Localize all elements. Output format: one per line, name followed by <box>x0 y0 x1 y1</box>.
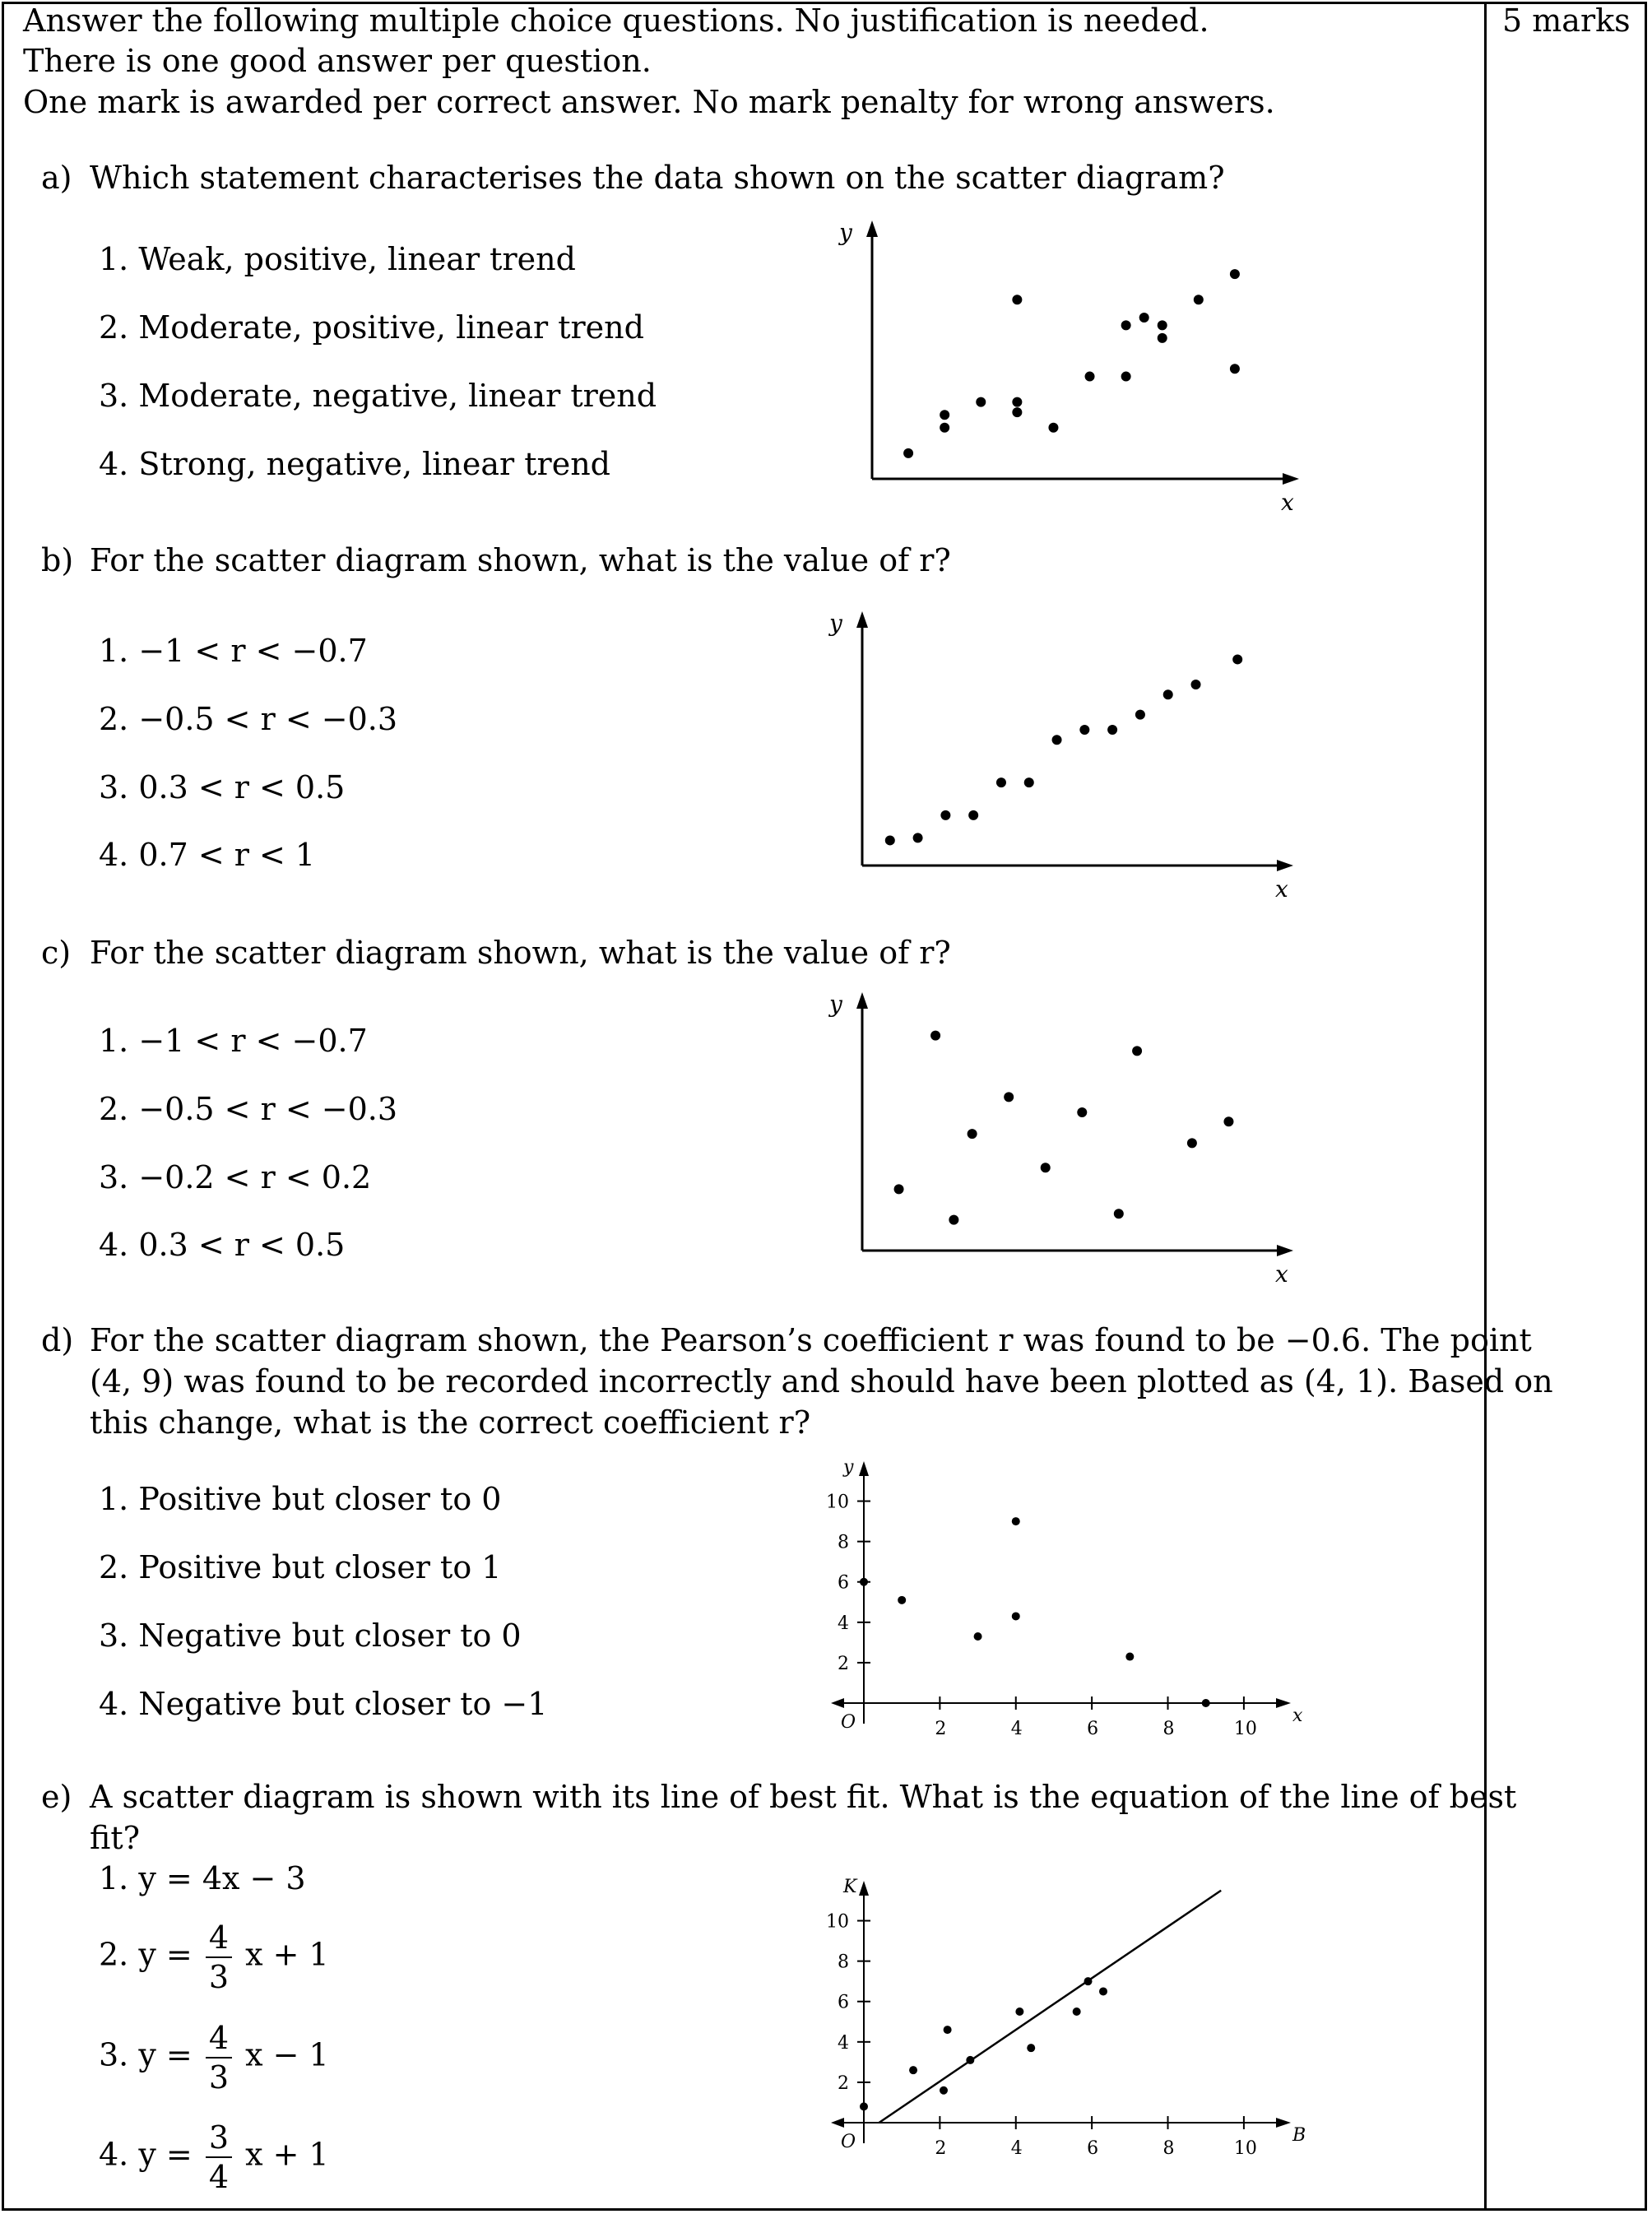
question-b-label: b) <box>41 542 74 578</box>
data-point <box>1079 725 1089 735</box>
question-b-option-3[interactable]: 3. 0.3 < r < 0.5 <box>99 769 346 805</box>
data-point <box>1084 1977 1093 1985</box>
question-c-option-2[interactable]: 2. −0.5 < r < −0.3 <box>99 1091 398 1127</box>
data-point <box>860 2102 868 2110</box>
x-tick-label: 10 <box>1233 2138 1257 2159</box>
x-tick-label: 8 <box>1162 2138 1175 2159</box>
x-axis-arrow <box>1283 473 1299 485</box>
question-e-label: e) <box>41 1779 72 1815</box>
scatter-chart-a <box>831 216 1308 520</box>
data-point <box>968 1129 977 1139</box>
question-a-text: Which statement characterises the data shown on the scatter diagram? <box>90 160 1225 196</box>
question-a-option-1[interactable]: 1. Weak, positive, linear trend <box>99 241 576 277</box>
data-point <box>930 1031 940 1041</box>
instruction-line-1: Answer the following multiple choice questions. No justification is needed. <box>23 2 1209 39</box>
question-b-option-2[interactable]: 2. −0.5 < r < −0.3 <box>99 701 398 737</box>
data-point <box>1139 313 1149 323</box>
y-tick-label: 8 <box>838 1952 849 1973</box>
data-point <box>996 777 1006 787</box>
question-b-text: For the scatter diagram shown, what is the value of r? <box>90 542 951 578</box>
y-tick-label: 4 <box>838 2032 849 2054</box>
data-point <box>1232 654 1242 664</box>
x-tick-label: 6 <box>1087 2138 1099 2159</box>
data-point <box>1125 1653 1134 1661</box>
option-equation-lhs: y = <box>138 2036 193 2073</box>
question-a-option-4[interactable]: 4. Strong, negative, linear trend <box>99 446 611 482</box>
scatter-chart-e <box>814 1876 1308 2180</box>
x-axis-label: x <box>1275 1260 1288 1288</box>
x-tick-label: 4 <box>1010 2138 1023 2159</box>
data-point <box>1027 2044 1035 2052</box>
question-e-option-4[interactable] <box>99 2119 329 2196</box>
data-point <box>940 2086 948 2095</box>
data-point <box>1041 1163 1051 1172</box>
question-e-option-3[interactable] <box>99 2019 329 2096</box>
data-point <box>903 448 913 458</box>
data-point <box>1015 2007 1023 2016</box>
data-point <box>940 810 950 820</box>
y-tick-label: 2 <box>838 2072 849 2094</box>
data-point <box>1099 1987 1107 1995</box>
numerator: 3 <box>206 2119 232 2158</box>
scatter-chart-b <box>823 606 1308 903</box>
data-point <box>898 1596 906 1604</box>
data-point <box>1077 1107 1087 1117</box>
x-tick-label: 6 <box>1087 1719 1099 1739</box>
y-tick-label: 8 <box>838 1532 849 1553</box>
y-axis-arrow <box>866 220 878 237</box>
data-point <box>1107 725 1117 735</box>
x-axis-left-arrow <box>831 2118 844 2128</box>
origin-label: O <box>841 2132 856 2152</box>
x-axis-arrow <box>1276 2118 1291 2128</box>
data-point <box>944 2026 952 2034</box>
x-tick-label: 10 <box>1233 1719 1257 1739</box>
question-b-option-4[interactable]: 4. 0.7 < r < 1 <box>99 837 316 873</box>
marks-label: 5 marks <box>1502 2 1631 39</box>
x-axis-arrow <box>1277 860 1293 871</box>
data-point <box>940 410 949 420</box>
option-number: 2. <box>99 1936 129 1973</box>
data-point <box>1187 1138 1197 1148</box>
data-point <box>1012 407 1022 417</box>
data-point <box>1085 372 1095 382</box>
y-tick-label: 10 <box>826 1492 849 1513</box>
question-e-option-1[interactable] <box>99 1858 306 1899</box>
data-point <box>894 1184 904 1194</box>
data-point <box>1052 735 1062 745</box>
option-equation-rhs: x + 1 <box>245 2136 329 2173</box>
question-a-option-3[interactable]: 3. Moderate, negative, linear trend <box>99 378 657 414</box>
data-point <box>1114 1209 1124 1218</box>
option-equation-lhs: y = <box>138 2136 193 2173</box>
question-b-option-1[interactable]: 1. −1 < r < −0.7 <box>99 633 368 669</box>
question-d-option-3[interactable]: 3. Negative but closer to 0 <box>99 1618 522 1654</box>
data-point <box>1132 1046 1142 1056</box>
data-point <box>1048 423 1058 433</box>
data-point <box>1135 710 1145 720</box>
data-point <box>966 2056 974 2064</box>
data-point <box>1194 295 1204 304</box>
data-point <box>1012 1612 1020 1620</box>
line-of-best-fit <box>879 1891 1221 2123</box>
y-tick-label: 6 <box>838 1992 849 2013</box>
x-axis-label: B <box>1292 2125 1306 2146</box>
option-equation: y = 4x − 3 <box>138 1860 306 1896</box>
x-axis-label: x <box>1281 489 1294 516</box>
y-axis-label: K <box>843 1877 857 1897</box>
data-point <box>860 1578 868 1586</box>
denominator: 4 <box>208 2159 230 2195</box>
option-equation-rhs: x − 1 <box>245 2036 329 2073</box>
data-point <box>976 397 986 407</box>
data-point <box>974 1632 982 1641</box>
origin-label: O <box>841 1712 856 1733</box>
option-equation-rhs: x + 1 <box>245 1936 329 1973</box>
scatter-chart-d <box>814 1456 1308 1744</box>
data-point <box>1163 689 1173 699</box>
question-c-option-4[interactable]: 4. 0.3 < r < 0.5 <box>99 1227 346 1263</box>
y-axis-arrow <box>856 611 868 628</box>
question-e-option-2[interactable] <box>99 1919 329 1996</box>
data-point <box>909 2066 917 2074</box>
y-axis-arrow <box>856 992 868 1009</box>
data-point <box>1230 269 1240 279</box>
x-axis-label: x <box>1275 875 1288 903</box>
data-point <box>1012 295 1022 304</box>
question-e-text-line-1: A scatter diagram is shown with its line of best fit. What is the equation of the line of best <box>90 1779 1517 1815</box>
y-axis-label: y <box>829 991 842 1018</box>
y-axis-label: y <box>843 1457 854 1478</box>
data-point <box>1158 320 1167 330</box>
question-d-text-line-3: this change, what is the correct coefficient r? <box>90 1404 811 1441</box>
instruction-line-2: There is one good answer per question. <box>23 43 652 79</box>
y-axis-label: y <box>829 610 842 637</box>
question-d-option-1[interactable]: 1. Positive but closer to 0 <box>99 1481 502 1517</box>
numerator: 4 <box>206 2019 232 2059</box>
data-point <box>1004 1092 1014 1102</box>
x-tick-label: 4 <box>1010 1719 1023 1739</box>
option-number: 3. <box>99 2036 129 2073</box>
question-a-option-2[interactable]: 2. Moderate, positive, linear trend <box>99 309 644 346</box>
data-point <box>1012 1517 1020 1525</box>
data-point <box>913 833 923 842</box>
x-tick-label: 2 <box>935 1719 947 1739</box>
data-point <box>1121 320 1131 330</box>
numerator: 4 <box>206 1919 232 1958</box>
fraction <box>206 1919 232 1996</box>
x-tick-label: 2 <box>935 2138 947 2159</box>
y-axis-arrow <box>859 1461 869 1476</box>
question-d-option-4[interactable]: 4. Negative but closer to −1 <box>99 1686 548 1722</box>
x-axis-arrow <box>1276 1698 1291 1708</box>
x-axis-arrow <box>1277 1245 1293 1256</box>
data-point <box>1121 372 1131 382</box>
y-axis-arrow <box>859 1881 869 1896</box>
y-tick-label: 2 <box>838 1653 849 1674</box>
question-c-text: For the scatter diagram shown, what is the value of r? <box>90 935 951 971</box>
denominator: 3 <box>208 2059 230 2096</box>
data-point <box>1024 777 1034 787</box>
question-d-text-line-2: (4, 9) was found to be recorded incorrectly and should have been plotted as (4, 1). Based on <box>90 1363 1553 1399</box>
data-point <box>1158 333 1167 343</box>
data-point <box>968 810 978 820</box>
question-c-option-3[interactable]: 3. −0.2 < r < 0.2 <box>99 1159 372 1195</box>
scatter-chart-c <box>823 987 1308 1288</box>
data-point <box>949 1215 958 1225</box>
question-d-label: d) <box>41 1322 74 1358</box>
question-c-option-1[interactable]: 1. −1 < r < −0.7 <box>99 1023 368 1059</box>
data-point <box>1073 2007 1081 2016</box>
data-point <box>1223 1116 1233 1126</box>
y-axis-label: y <box>839 219 852 246</box>
y-tick-label: 10 <box>826 1911 849 1933</box>
option-number: 1. <box>99 1860 129 1896</box>
option-equation-lhs: y = <box>138 1936 193 1973</box>
instruction-line-3: One mark is awarded per correct answer. No mark penalty for wrong answers. <box>23 84 1275 120</box>
data-point <box>1230 364 1240 374</box>
option-number: 4. <box>99 2136 129 2173</box>
question-d-option-2[interactable]: 2. Positive but closer to 1 <box>99 1549 502 1585</box>
x-tick-label: 8 <box>1162 1719 1175 1739</box>
marks-column-divider <box>1484 4 1487 2208</box>
data-point <box>940 423 949 433</box>
fraction <box>206 2019 232 2096</box>
question-d-text-line-1: For the scatter diagram shown, the Pearson’s coefficient r was found to be −0.6. The point <box>90 1322 1532 1358</box>
data-point <box>1012 397 1022 407</box>
x-axis-label: x <box>1292 1706 1303 1726</box>
fraction <box>206 2119 232 2196</box>
data-point <box>1202 1699 1210 1707</box>
data-point <box>885 835 895 845</box>
y-tick-label: 6 <box>838 1572 849 1594</box>
question-e-text-line-2: fit? <box>90 1820 140 1856</box>
y-tick-label: 4 <box>838 1613 849 1634</box>
data-point <box>1191 680 1201 689</box>
question-c-label: c) <box>41 935 72 971</box>
question-a-label: a) <box>41 160 72 196</box>
x-axis-left-arrow <box>831 1698 844 1708</box>
denominator: 3 <box>208 1959 230 1995</box>
